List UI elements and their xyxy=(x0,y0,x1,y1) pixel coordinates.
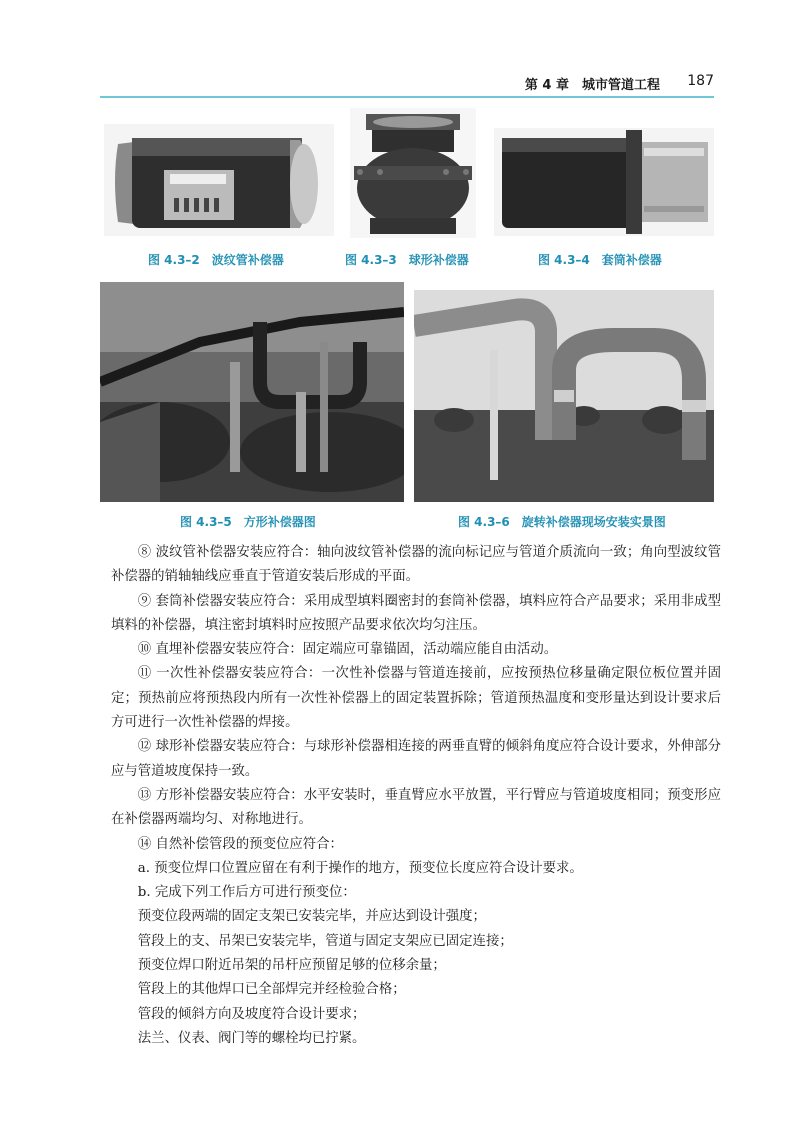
condition-line: 管段上的支、吊架已安装完毕，管道与固定支架应已固定连接； xyxy=(137,933,513,949)
page-header xyxy=(100,70,714,98)
figure-ball-compensator-photo xyxy=(350,108,476,238)
paragraph-item-8: ⑧ 波纹管补偿器安装应符合：轴向波纹管补偿器的流向标记应与管道介质流向一致；角向型波纹管补偿器的销轴轴线应垂直于管道安装后形成的平面。 xyxy=(111,545,721,585)
body-text xyxy=(111,541,721,1051)
figure-caption-4-3-2: 图 4.3–2 波纹管补偿器 xyxy=(148,253,284,267)
page-number: 187 xyxy=(687,73,714,89)
figure-bellows-compensator-photo xyxy=(104,124,334,236)
paragraph-item-10: ⑩ 直埋补偿器安装应符合：固定端应可靠锚固，活动端应能自由活动。 xyxy=(137,642,558,658)
condition-line: 预变位焊口附近吊架的吊杆应预留足够的位移余量； xyxy=(137,958,446,974)
condition-line: 管段上的其他焊口已全部焊完并经检验合格； xyxy=(137,982,406,998)
paragraph-item-12: ⑫ 球形补偿器安装应符合：与球形补偿器相连接的两垂直臂的倾斜角度应符合设计要求，外伸部分应与管道坡度保持一致。 xyxy=(111,739,721,779)
paragraph-item-14-title: ⑭ 自然补偿管段的预变位应符合： xyxy=(137,836,343,852)
condition-line: 管段的倾斜方向及坡度符合设计要求； xyxy=(137,1006,366,1022)
figure-rotary-compensator-photo xyxy=(414,290,714,502)
figure-caption-4-3-4: 图 4.3–4 套筒补偿器 xyxy=(538,253,662,267)
condition-line: 法兰、仪表、阀门等的螺栓均已拧紧。 xyxy=(137,1030,366,1046)
chapter-title: 第 4 章 城市管道工程 xyxy=(524,78,660,93)
paragraph-item-14-a: a. 预变位焊口位置应留在有利于操作的地方，预变位长度应符合设计要求。 xyxy=(137,860,583,876)
figure-square-compensator-photo xyxy=(100,282,404,502)
condition-line: 预变位段两端的固定支架已安装完毕，并应达到设计强度； xyxy=(137,909,486,925)
figure-caption-4-3-5: 图 4.3–5 方形补偿器图 xyxy=(180,515,316,529)
figure-caption-4-3-3: 图 4.3–3 球形补偿器 xyxy=(345,253,469,267)
paragraph-item-13: ⑬ 方形补偿器安装应符合：水平安装时，垂直臂应水平放置，平行臂应与管道坡度相同；预变形应在补偿器两端均匀、对称地进行。 xyxy=(111,787,721,828)
paragraph-item-9: ⑨ 套筒补偿器安装应符合：采用成型填料圈密封的套筒补偿器，填料应符合产品要求；采用非成型填料的补偿器，填注密封填料时应按照产品要求依次均匀注压。 xyxy=(111,593,721,633)
paragraph-item-14-b: b. 完成下列工作后方可进行预变位： xyxy=(137,885,356,901)
paragraph-item-11: ⑪ 一次性补偿器安装应符合：一次性补偿器与管道连接前，应按预热位移量确定限位板位置并固定；预热前应将预热段内所有一次性补偿器上的固定装置拆除；管道预热温度和变形量达到设计要求后方可进行一次性补偿器的焊接。 xyxy=(111,666,721,731)
figure-caption-4-3-6: 图 4.3–6 旋转补偿器现场安装实景图 xyxy=(458,515,666,529)
figure-sleeve-compensator-photo xyxy=(494,128,714,236)
